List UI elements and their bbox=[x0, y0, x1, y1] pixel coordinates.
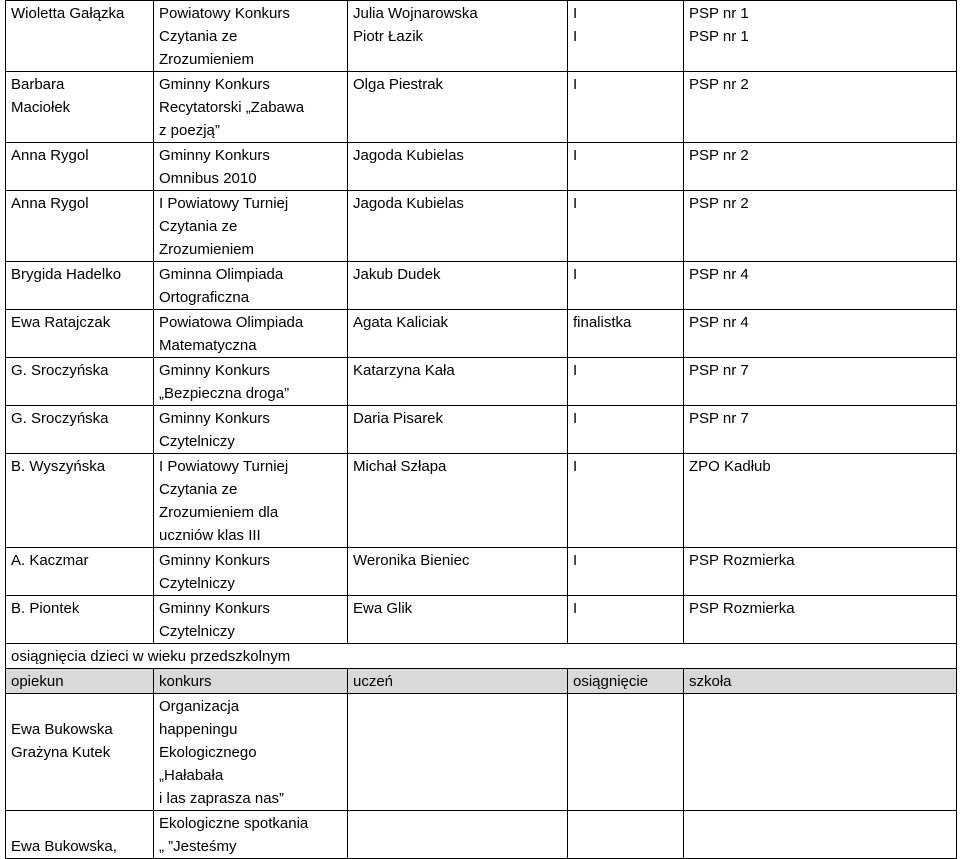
szkola-cell bbox=[684, 310, 957, 358]
szkola-cell bbox=[684, 358, 957, 406]
osiagniecie-cell bbox=[568, 72, 684, 143]
opiekun-cell bbox=[6, 694, 154, 811]
konkurs-cell bbox=[154, 596, 348, 644]
szkola-line: PSP nr 7 bbox=[689, 362, 749, 379]
uczen-cell bbox=[348, 262, 568, 310]
opiekun-line: Maciołek bbox=[11, 99, 71, 116]
szkola-cell bbox=[684, 1, 957, 72]
uczen-cell bbox=[348, 72, 568, 143]
table-row bbox=[6, 406, 957, 454]
szkola-cell bbox=[684, 262, 957, 310]
szkola-line: PSP nr 7 bbox=[689, 410, 749, 427]
table-row bbox=[6, 548, 957, 596]
uczen-line: Jagoda Kubielas bbox=[353, 147, 464, 164]
szkola-cell bbox=[684, 694, 957, 811]
opiekun-line: B. Wyszyńska bbox=[11, 458, 106, 475]
uczen-line: Katarzyna Kała bbox=[353, 362, 455, 379]
opiekun-line: B. Piontek bbox=[11, 600, 80, 617]
opiekun-line: Anna Rygol bbox=[11, 195, 89, 212]
table-row bbox=[6, 191, 957, 262]
szkola-cell bbox=[684, 406, 957, 454]
osiagniecie-line: I bbox=[573, 266, 578, 283]
uczen-cell bbox=[348, 406, 568, 454]
opiekun-cell bbox=[6, 811, 154, 859]
uczen-cell bbox=[348, 694, 568, 811]
szkola-line: PSP nr 1 bbox=[689, 5, 749, 22]
uczen-line: Jakub Dudek bbox=[353, 266, 441, 283]
uczen-line: Ewa Glik bbox=[353, 600, 413, 617]
osiagniecie-cell bbox=[568, 143, 684, 191]
konkurs-cell bbox=[154, 694, 348, 811]
szkola-cell bbox=[684, 143, 957, 191]
opiekun-cell bbox=[6, 191, 154, 262]
uczen-cell bbox=[348, 596, 568, 644]
konkurs-line: Czytelniczy bbox=[159, 623, 235, 640]
opiekun-cell bbox=[6, 548, 154, 596]
konkurs-line: Czytania ze bbox=[159, 28, 238, 45]
konkurs-line: Powiatowa Olimpiada bbox=[159, 314, 304, 331]
uczen-cell bbox=[348, 548, 568, 596]
column-header-row bbox=[6, 669, 957, 694]
uczen-line: Weronika Bieniec bbox=[353, 552, 470, 569]
table-row bbox=[6, 143, 957, 191]
osiagniecie-line: finalistka bbox=[573, 314, 632, 331]
konkurs-line: Gminny Konkurs bbox=[159, 552, 270, 569]
table-row bbox=[6, 358, 957, 406]
column-header-szkola: szkoła bbox=[684, 669, 957, 694]
szkola-cell bbox=[684, 72, 957, 143]
opiekun-line: G. Sroczyńska bbox=[11, 410, 109, 427]
osiagniecie-line: I bbox=[573, 600, 578, 617]
opiekun-cell bbox=[6, 406, 154, 454]
uczen-cell bbox=[348, 143, 568, 191]
osiagniecie-line: I bbox=[573, 195, 578, 212]
osiagniecie-cell bbox=[568, 694, 684, 811]
opiekun-line: Wioletta Gałązka bbox=[11, 5, 125, 22]
uczen-cell bbox=[348, 358, 568, 406]
konkurs-cell bbox=[154, 358, 348, 406]
konkurs-line: Czytelniczy bbox=[159, 433, 235, 450]
uczen-line: Daria Pisarek bbox=[353, 410, 444, 427]
konkurs-line: Ortograficzna bbox=[159, 289, 250, 306]
konkurs-line: „Hałabała bbox=[159, 767, 224, 784]
konkurs-line: z poezją” bbox=[159, 122, 220, 139]
opiekun-cell bbox=[6, 1, 154, 72]
szkola-line: PSP Rozmierka bbox=[689, 600, 795, 617]
konkurs-cell bbox=[154, 262, 348, 310]
opiekun-line: Ewa Bukowska bbox=[11, 721, 113, 738]
opiekun-line: Ewa Ratajczak bbox=[11, 314, 111, 331]
opiekun-line bbox=[11, 812, 147, 835]
osiagniecie-cell bbox=[568, 596, 684, 644]
opiekun-line: A. Kaczmar bbox=[11, 552, 89, 569]
szkola-cell bbox=[684, 454, 957, 548]
table-row bbox=[6, 72, 957, 143]
konkurs-line: Zrozumieniem bbox=[159, 51, 255, 68]
szkola-line: PSP nr 2 bbox=[689, 195, 749, 212]
konkurs-line: Recytatorski „Zabawa bbox=[159, 99, 305, 116]
konkurs-cell bbox=[154, 143, 348, 191]
osiagniecie-line: I bbox=[573, 410, 578, 427]
uczen-cell bbox=[348, 191, 568, 262]
szkola-line: PSP nr 4 bbox=[689, 266, 749, 283]
osiagniecie-line: I bbox=[573, 5, 578, 22]
uczen-line: Jagoda Kubielas bbox=[353, 195, 464, 212]
konkurs-cell bbox=[154, 454, 348, 548]
opiekun-line: Ewa Bukowska, bbox=[11, 838, 117, 855]
szkola-cell bbox=[684, 548, 957, 596]
opiekun-cell bbox=[6, 596, 154, 644]
column-header-uczen: uczeń bbox=[348, 669, 568, 694]
uczen-line: Piotr Łazik bbox=[353, 28, 424, 45]
awards-table bbox=[5, 0, 957, 859]
osiagniecie-cell bbox=[568, 262, 684, 310]
szkola-line: PSP nr 2 bbox=[689, 147, 749, 164]
konkurs-line: Czytania ze bbox=[159, 218, 238, 235]
konkurs-line: Omnibus 2010 bbox=[159, 170, 257, 187]
table-row bbox=[6, 596, 957, 644]
konkurs-cell bbox=[154, 191, 348, 262]
szkola-line: PSP nr 1 bbox=[689, 28, 749, 45]
uczen-cell bbox=[348, 811, 568, 859]
opiekun-cell bbox=[6, 454, 154, 548]
osiagniecie-line: I bbox=[573, 458, 578, 475]
uczen-line: Olga Piestrak bbox=[353, 76, 444, 93]
osiagniecie-cell bbox=[568, 811, 684, 859]
szkola-line: PSP Rozmierka bbox=[689, 552, 795, 569]
table-row bbox=[6, 454, 957, 548]
opiekun-cell bbox=[6, 143, 154, 191]
table-row bbox=[6, 310, 957, 358]
section-title: osiągnięcia dzieci w wieku przedszkolnym bbox=[6, 644, 957, 669]
konkurs-line: Gminny Konkurs bbox=[159, 600, 270, 617]
konkurs-line: Powiatowy Konkurs bbox=[159, 5, 290, 22]
konkurs-line: I Powiatowy Turniej bbox=[159, 458, 289, 475]
konkurs-line: Czytelniczy bbox=[159, 575, 235, 592]
konkurs-line: Czytania ze bbox=[159, 481, 238, 498]
osiagniecie-cell bbox=[568, 1, 684, 72]
uczen-line: Agata Kaliciak bbox=[353, 314, 449, 331]
uczen-cell bbox=[348, 454, 568, 548]
opiekun-cell bbox=[6, 310, 154, 358]
section-title-row bbox=[6, 644, 957, 669]
column-header-konkurs: konkurs bbox=[154, 669, 348, 694]
uczen-line: Michał Szłapa bbox=[353, 458, 447, 475]
konkurs-cell bbox=[154, 406, 348, 454]
konkurs-line: Matematyczna bbox=[159, 337, 257, 354]
konkurs-line: Gminny Konkurs bbox=[159, 410, 270, 427]
osiagniecie-line: I bbox=[573, 362, 578, 379]
konkurs-line: Zrozumieniem bbox=[159, 241, 255, 258]
konkurs-line: I Powiatowy Turniej bbox=[159, 195, 289, 212]
uczen-line: Julia Wojnarowska bbox=[353, 5, 478, 22]
opiekun-line: Grażyna Kutek bbox=[11, 744, 111, 761]
konkurs-line: uczniów klas III bbox=[159, 527, 261, 544]
osiagniecie-cell bbox=[568, 454, 684, 548]
konkurs-line: Gminny Konkurs bbox=[159, 362, 270, 379]
opiekun-line bbox=[11, 695, 147, 718]
szkola-line: ZPO Kadłub bbox=[689, 458, 771, 475]
osiagniecie-cell bbox=[568, 358, 684, 406]
konkurs-cell bbox=[154, 72, 348, 143]
konkurs-line: Gminny Konkurs bbox=[159, 147, 270, 164]
awards-table-body bbox=[6, 1, 957, 859]
uczen-cell bbox=[348, 310, 568, 358]
osiagniecie-line: I bbox=[573, 147, 578, 164]
opiekun-line: Anna Rygol bbox=[11, 147, 89, 164]
konkurs-line: „ ”Jesteśmy bbox=[159, 838, 237, 855]
szkola-line: PSP nr 4 bbox=[689, 314, 749, 331]
osiagniecie-cell bbox=[568, 548, 684, 596]
uczen-cell bbox=[348, 1, 568, 72]
opiekun-line: Barbara bbox=[11, 76, 65, 93]
opiekun-cell bbox=[6, 72, 154, 143]
konkurs-line: happeningu bbox=[159, 721, 238, 738]
konkurs-cell bbox=[154, 1, 348, 72]
szkola-line: PSP nr 2 bbox=[689, 76, 749, 93]
column-header-opiekun: opiekun bbox=[6, 669, 154, 694]
konkurs-line: „Bezpieczna droga” bbox=[159, 385, 290, 402]
table-row bbox=[6, 694, 957, 811]
osiagniecie-cell bbox=[568, 191, 684, 262]
opiekun-cell bbox=[6, 358, 154, 406]
table-row bbox=[6, 811, 957, 859]
osiagniecie-line: I bbox=[573, 76, 578, 93]
szkola-cell bbox=[684, 596, 957, 644]
konkurs-line: Zrozumieniem dla bbox=[159, 504, 279, 521]
konkurs-line: Organizacja bbox=[159, 698, 240, 715]
szkola-cell bbox=[684, 811, 957, 859]
osiagniecie-cell bbox=[568, 310, 684, 358]
szkola-cell bbox=[684, 191, 957, 262]
konkurs-cell bbox=[154, 548, 348, 596]
opiekun-cell bbox=[6, 262, 154, 310]
konkurs-line: Gminna Olimpiada bbox=[159, 266, 284, 283]
konkurs-line: Ekologiczne spotkania bbox=[159, 815, 309, 832]
column-header-osiagniecie: osiągnięcie bbox=[568, 669, 684, 694]
konkurs-line: Ekologicznego bbox=[159, 744, 257, 761]
osiagniecie-line: I bbox=[573, 552, 578, 569]
konkurs-cell bbox=[154, 811, 348, 859]
konkurs-line: i las zaprasza nas” bbox=[159, 790, 285, 807]
osiagniecie-line: I bbox=[573, 28, 578, 45]
table-row bbox=[6, 1, 957, 72]
table-row bbox=[6, 262, 957, 310]
opiekun-line: G. Sroczyńska bbox=[11, 362, 109, 379]
opiekun-line: Brygida Hadelko bbox=[11, 266, 122, 283]
osiagniecie-cell bbox=[568, 406, 684, 454]
konkurs-cell bbox=[154, 310, 348, 358]
konkurs-line: Gminny Konkurs bbox=[159, 76, 270, 93]
